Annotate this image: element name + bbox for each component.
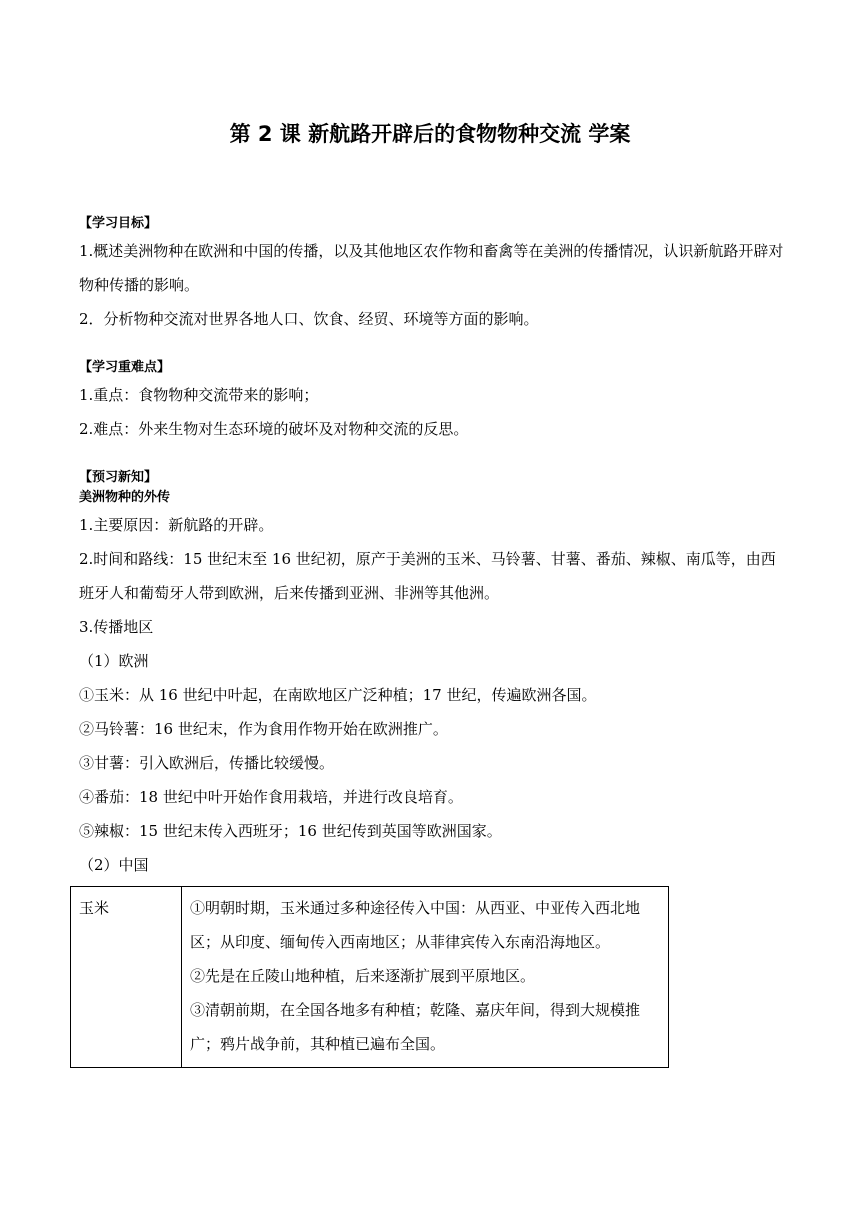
crop-detail-line: ②先是在丘陵山地种植，后来逐渐扩展到平原地区。 (190, 967, 536, 985)
key-point-item: 2.难点：外来生物对生态环境的破坏及对物种交流的反思。 (79, 420, 469, 438)
preview-item: ③甘薯：引入欧洲后，传播比较缓慢。 (79, 754, 335, 772)
crop-name-cell: 玉米 (71, 887, 182, 1068)
crop-detail-line: ③清朝前期，在全国各地多有种植；乾隆、嘉庆年间，得到大规模推广；鸦片战争前，其种植已遍布全国。 (190, 1001, 641, 1053)
preview-item: （2）中国 (79, 856, 149, 874)
preview-heading: 【预习新知】 (79, 470, 158, 485)
preview-item: （1）欧洲 (79, 652, 149, 670)
document-body (79, 214, 789, 882)
objective-item: 2．分析物种交流对世界各地人口、饮食、经贸、环境等方面的影响。 (79, 310, 539, 328)
preview-item: ④番茄：18 世纪中叶开始作食用栽培，并进行改良培育。 (79, 788, 463, 806)
key-point-item: 1.重点：食物物种交流带来的影响； (79, 386, 319, 404)
page-title: 第 2 课 新航路开辟后的食物物种交流 学案 (229, 122, 631, 146)
key-points-heading: 【学习重难点】 (79, 360, 171, 375)
objective-item: 1.概述美洲物种在欧洲和中国的传播，以及其他地区农作物和畜禽等在美洲的传播情况，认识新航路开辟对物种传播的影响。 (79, 242, 784, 294)
crop-detail-line: ①明朝时期，玉米通过多种途径传入中国：从西亚、中亚传入西北地区；从印度、缅甸传入西南地区；从菲律宾传入东南沿海地区。 (190, 899, 641, 951)
preview-subheading: 美洲物种的外传 (79, 490, 171, 505)
preview-item: ②马铃薯：16 世纪末，作为食用作物开始在欧洲推广。 (79, 720, 448, 738)
preview-item: ①玉米：从 16 世纪中叶起，在南欧地区广泛种植；17 世纪，传遍欧洲各国。 (79, 686, 597, 704)
china-crop-table (70, 886, 669, 1068)
preview-item: ⑤辣椒：15 世纪末传入西班牙；16 世纪传到英国等欧洲国家。 (79, 822, 502, 840)
crop-detail-cell (182, 887, 669, 1068)
table-row (71, 887, 669, 1068)
objectives-heading: 【学习目标】 (79, 216, 158, 231)
preview-item: 2.时间和路线：15 世纪末至 16 世纪初，原产于美洲的玉米、马铃薯、甘薯、番茄、辣椒、南瓜等，由西班牙人和葡萄牙人带到欧洲，后来传播到亚洲、非洲等其他洲。 (79, 550, 776, 602)
preview-item: 3.传播地区 (79, 618, 154, 636)
preview-item: 1.主要原因：新航路的开辟。 (79, 516, 274, 534)
